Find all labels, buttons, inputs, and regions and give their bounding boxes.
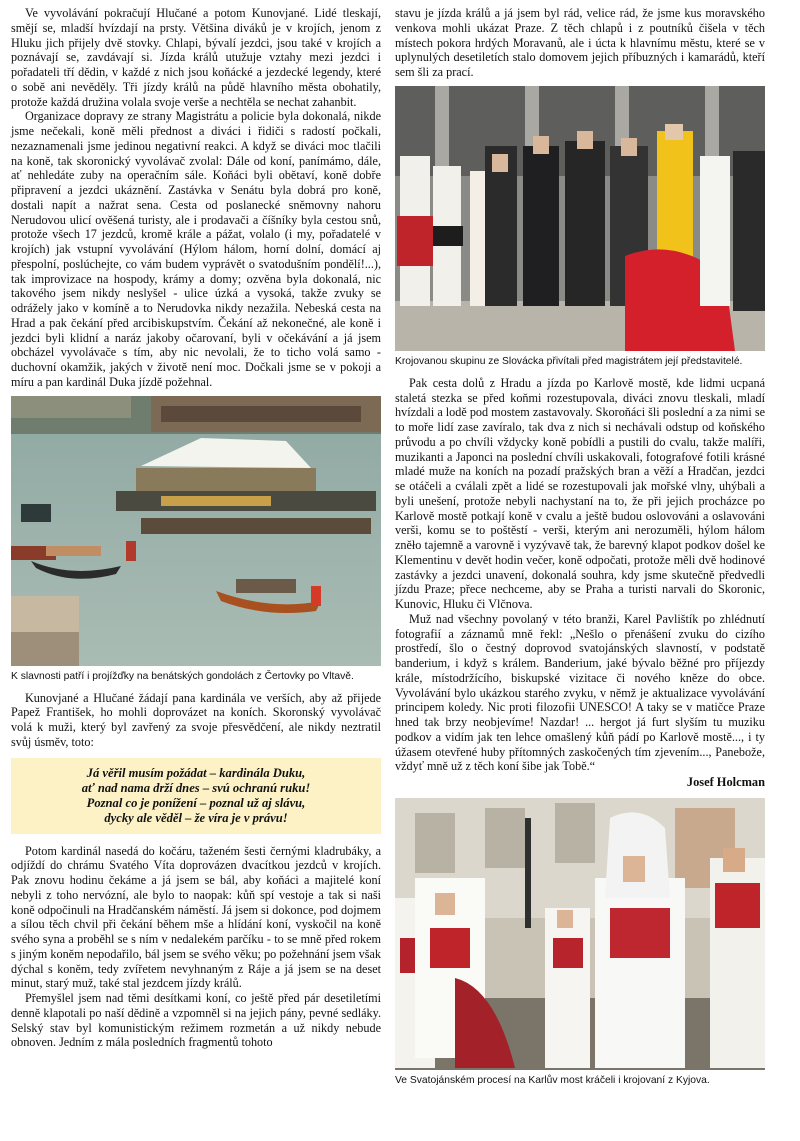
poem-line: Poznal co je ponížení – poznal už aj slávu, (86, 795, 306, 810)
photo-caption: K slavnosti patří i projížďky na benátských gondolách z Čertovky po Vltavě. (11, 670, 354, 682)
procession-photo (395, 798, 765, 1070)
article-paragraph: Pak cesta dolů z Hradu a jízda po Karlově mostě, kde lidmi ucpaná staletá stezka se před koňmi rozestupovala, diváci znovu tleskali, mladí hvízdali a lodě pod mostem zastavovaly. Skoroňáci šli poslední a za nimi se to moře lidí zase zavíralo, tak dva z nich si nechávali odstup od koňského průvodu a po chvíli vždycky koně pobídli a pustili do cvalu, takže malíři, muzikanti a Japonci na poslední chvíli uskakovali, fotografové fotili krásné mladé muže na koních na pozadí pražských bran a věží a Hradčan, jezdci se otáčeli a cválali zpět a lidé se rozestupovali jak mořské vlny, uhýbali a byli unešení, protože nebyli nachystaní na to, že při jejich procházce po Karlově mostě potkají koně v cvalu a ještě budou oslovováni a oslavováni verši, komu se to poštěstí - verši, kterým ani nerozuměli, hýlom hálom zněło tajemně a varovně i vyzývavě tak, že barevný klapot podkov došel ke Klementinu v devět hodin večer, koně odpočati, protože měli dvě hodinové zastávky a jezdci unavení, dokonalá souhra, kdy jsme skutečně předvedli jízdu Praze; přece nechceme, aby se Praha a turisti narvali do Skoronic, Kunovic, Hluku či Vlčnova. (395, 375, 765, 611)
poem-box (11, 758, 381, 834)
photo-caption: Ve Svatojánském procesí na Karlův most kráčeli i krojovaní z Kyjova. (395, 1074, 710, 1086)
poem-line: ať nad nama drží dnes – svú ochranú ruku! (81, 780, 311, 795)
article-paragraph: Přemyšlel jsem nad těmi desítkami koní, co ještě před pár desetiletími denně klapotali po naší dědině a vzpomněl si na jejich pány, pevné sedláky. Selský stav byl komunistickým režimem rozmetán a už nikdy nebude obnoven. Jedním z mála posledních fragmentů tohoto (11, 991, 381, 1050)
article-paragraph: Organizace dopravy ze strany Magistrátu a policie byla dokonalá, nikde jsme nečekali, koně měli přednost a diváci i řidiči s radostí počkali, nezaznamenali jsme jedinou negativní reakci. A když se diváci moc tlačili na koně, tak skoronický vyvolávač zvolal: Dále od koní, panímámo, dále, ať nehledáte zuby na operačním sále. Koňáci byli obětaví, koně dobře připravení a jezdci ukáznění. Zastávka v Senátu byla dobrá pro koně, dostali napít a nažrat sena. Cesta od poslanecké sněmovny nahoru Nerudovou ulicí ověšená turisty, ale i prodavači a číšníky byla cestou snů, protože všech 17 jezdců, kromě krále a pážat, volalo (i my, pořadatelé v krojích) jak vstupní vyvolávání (Hýlom hálom, horní dolní, domácí aj přespolní, poslúchejte, co vám budem vyprávět o svatodušním pondělí!...), tak improvizace na hospody, krámy a domy; ozvěna byla dokonalá, nic takového jsem nikdy neslyšel - ulice úzká a vysoká, takže zvuky se odrážely jako v komíně a to Nerudovka nikdy nezažila. Nebeská cesta na Hrad a pak čekání před arcibiskupstvím. Čekání až nekonečné, ale koně i jezdci byli klidní a naráz jakoby očarovaní, byli v očekávání a já jsem obcházel vyvolávače s tím, aby nic nevolali, že to ticho volá samo - duchovní okamžik, jakých v životě není moc. Dočkali jsme se v pokoji a míru a pan kardinál Duka jízdě požehnal. (11, 109, 381, 389)
left-column (11, 6, 381, 1050)
poem-line: Já věřil musím požádat – kardinála Duku, (86, 765, 306, 780)
magistrate-photo (395, 86, 765, 351)
article-paragraph: Potom kardinál nasedá do kočáru, taženém šesti černými kladrubáky, a odjíždí do chrámu Svatého Víta doprovázen dvacítkou jezdců v krojích. Pak znovu hodinu čekáme a já jsem se bál, aby koňáci a majitelé koní nebyli z toho nervózní, ale bylo to naopak: kůň spí vestoje a tak si naši koně odpočinuli na Hradčanském náměstí. Já jsem si dokonce, pod dojmem a sílou těch chvil při čekání během mše a hlídání koní, vyskočil na koně svého syna a proběhl se s ním v nedalekém parčíku - to se mně před rokem s jiným koněm nepodařilo, bál jsem se svého věku; po požehnání jsem však dýchal s koněm, tedy zvířetem nevyhnaným z Ráje a já jsem se na deset minut, starý muž, také stal jezdcem jízdy králů. (11, 843, 381, 991)
article-paragraph: Kunovjané a Hlučané žádají pana kardinála ve verších, aby až přijede Papež František, ho mohli doprovázet na koních. Skoronský vyvolávač volá k muži, který byl zavřený za svoje přesvědčení, ale nikdy neztratil svůj úsměv, toto: (11, 690, 381, 749)
author-signature: Josef Holcman (686, 775, 765, 789)
procession-photo-image (395, 798, 765, 1070)
gondola-photo-image (11, 396, 381, 666)
photo-caption: Krojovanou skupinu ze Slovácka přivítali před magistrátem její představitelé. (395, 355, 743, 367)
article-paragraph: stavu je jízda králů a já jsem byl rád, velice rád, že jsme kus moravského venkova mohli ukázat Praze. Z těch chlapů i z poutníků čišela v těch místech pokora hrdých Moravanů, ale i úcta k hlavnímu městu, které se v uplynulých desetiletích stalo domovem jejich příbuzných i kamarádů, kteří sem šli za prací. (395, 6, 765, 79)
magistrate-photo-image (395, 86, 765, 351)
poem-line: dycky ale věděl – že víra je v právu! (104, 810, 288, 825)
right-column (395, 6, 765, 1087)
article-paragraph: Muž nad všechny povolaný v této branži, Karel Pavlištík po zhlédnutí fotografií a záznamů mně řekl: „Nešlo o přenášení zvuku do cizího prostředí, šlo o čestný doprovod svatojánských slavností, v podstatě banderium, i když s králem. Banderium, jaké bývalo běžné pro příjezdy krále, místodržícího, biskupské vizitace či nového kněze do obce. Vyvolávání bylo ukázkou starého zvyku, v němž je aktualizace vyvolávání principem koledy. Nic proti filozofii UNESCO! A taky se v matičce Praze hned tak brzy neobjevíme! Nazdar! ... hergot já furt slyším tu muziku podkov a vidím jak ten lehce omašlený kůň pádí po Karlově mostě..., i ty úžasem otevřené huby přítomných zaskočených tím zjevením..., Panebože, vždyť mně už z těch koní šibe jak Tobě.“ (395, 611, 765, 774)
article-paragraph: Ve vyvolávání pokračují Hlučané a potom Kunovjané. Lidé tleskají, smějí se, mladší hvízdají na prsty. Většina diváků je v krojích, jenom z Hluku jich přijely dvě stovky. Chlapi, bývalí jezdci, jsou také v krojích a poznávají se, zavdávají si. Jízda králů utužuje vztahy mezi jezdci i pořadateli tří dědin, v každé z nich jsou koňácké a jezdecké legendy, které o sobě ani nevěděly. Tři jízdy králů na půdě hlavního města obohatily, protože každá družina volala svoje verše a nechtěla se nechat zahanbit. (11, 6, 381, 109)
gondola-photo (11, 396, 381, 666)
